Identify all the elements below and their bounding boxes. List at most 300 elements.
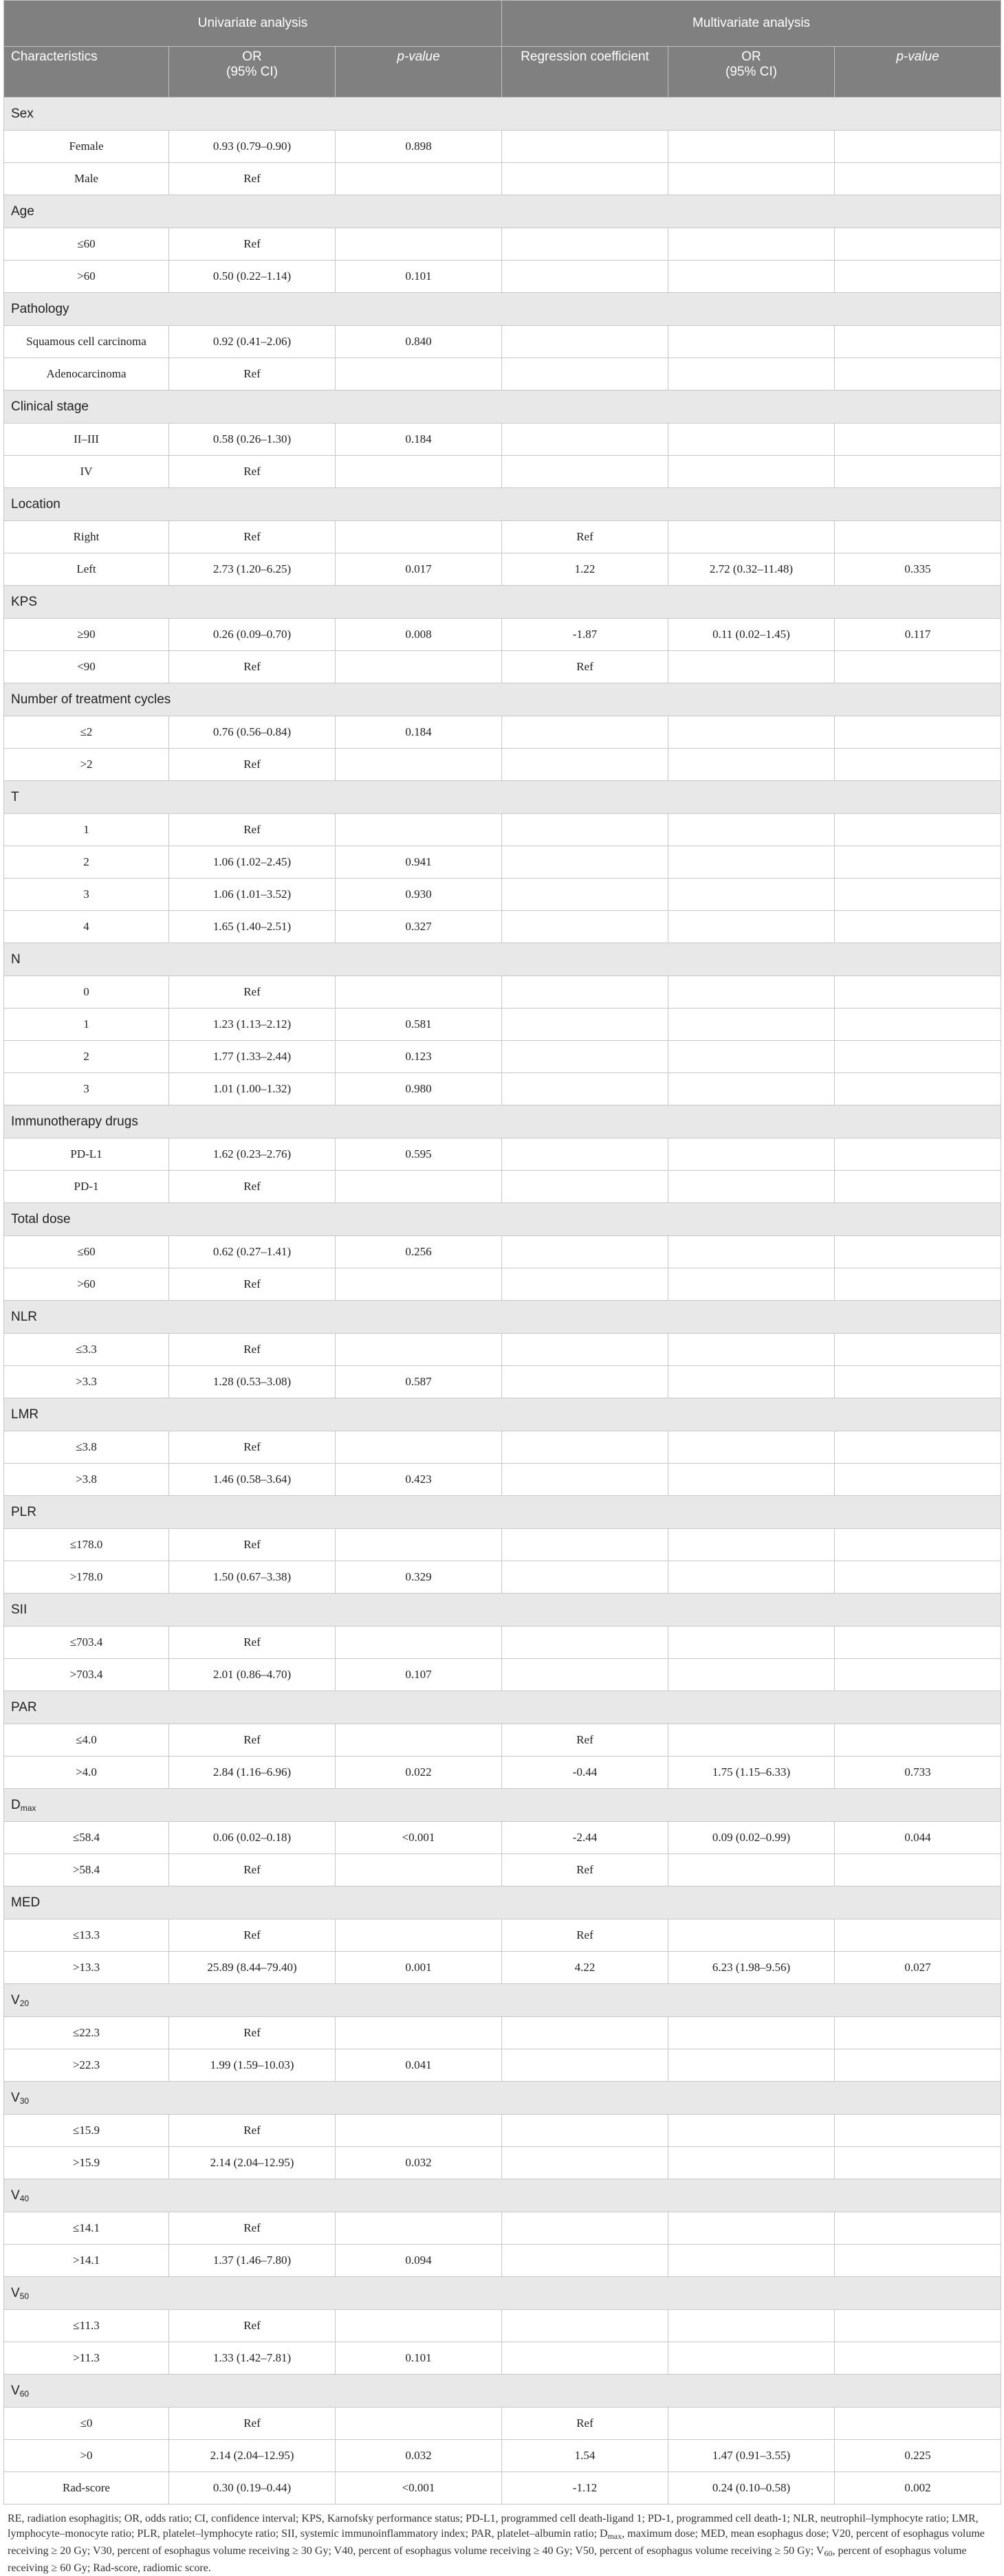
group-label: Total dose xyxy=(11,1211,71,1226)
multivariate-or-cell xyxy=(668,1561,835,1594)
multivariate-or-cell xyxy=(668,1919,835,1952)
or-cell: Ref xyxy=(169,2310,336,2342)
multivariate-or-cell: 1.47 (0.91–3.55) xyxy=(668,2440,835,2472)
row-label: 1 xyxy=(4,1009,169,1041)
coefficient-cell xyxy=(502,1561,668,1594)
table-row xyxy=(4,2147,1001,2179)
or-header xyxy=(169,47,336,98)
group-label: NLR xyxy=(11,1309,38,1324)
multivariate-or-cell xyxy=(668,2049,835,2082)
row-label: 2 xyxy=(4,1041,169,1073)
row-label: ≤14.1 xyxy=(4,2212,169,2245)
or-cell: 25.89 (8.44–79.40) xyxy=(169,1952,336,1984)
univariate-header: Univariate analysis xyxy=(4,1,502,47)
group-label-cell xyxy=(4,2179,1001,2212)
coefficient-cell: Ref xyxy=(502,1724,668,1757)
row-label: ≤15.9 xyxy=(4,2115,169,2147)
group-label: Pathology xyxy=(11,301,69,316)
multivariate-p-value-cell xyxy=(835,1334,1001,1366)
or-cell: Ref xyxy=(169,456,336,488)
table-row xyxy=(4,2245,1001,2277)
group-label-cell xyxy=(4,586,1001,619)
coefficient-cell xyxy=(502,261,668,293)
p-value-cell: 0.041 xyxy=(336,2049,502,2082)
row-label: >58.4 xyxy=(4,1854,169,1886)
table-row xyxy=(4,163,1001,195)
multivariate-or-header xyxy=(668,47,835,98)
multivariate-p-value-cell xyxy=(835,716,1001,749)
footnote-text-3: , percent of esophagus volume receiving ≥ 60 Gy; Rad-score, radiomic score. xyxy=(8,2545,967,2574)
group-label-cell xyxy=(4,781,1001,814)
row-label: >60 xyxy=(4,261,169,293)
p-value-cell: 0.898 xyxy=(336,131,502,163)
multivariate-p-value-cell: 0.027 xyxy=(835,1952,1001,1984)
multivariate-p-value-cell xyxy=(835,846,1001,879)
coefficient-cell xyxy=(502,2115,668,2147)
group-label-cell xyxy=(4,1301,1001,1334)
coefficient-cell: -2.44 xyxy=(502,1822,668,1854)
group-label-cell xyxy=(4,2375,1001,2408)
table-row xyxy=(4,358,1001,390)
coefficient-cell xyxy=(502,2310,668,2342)
table-row xyxy=(4,911,1001,943)
row-label: <90 xyxy=(4,651,169,683)
group-label: KPS xyxy=(11,594,38,609)
group-label-cell xyxy=(4,293,1001,326)
multivariate-p-value-cell xyxy=(835,651,1001,683)
multivariate-p-value-cell xyxy=(835,326,1001,358)
multivariate-p-value-cell xyxy=(835,1561,1001,1594)
multivariate-p-value-cell xyxy=(835,1854,1001,1886)
table-row xyxy=(4,1009,1001,1041)
p-value-cell: 0.941 xyxy=(336,846,502,879)
table-row xyxy=(4,521,1001,553)
p-value-cell xyxy=(336,163,502,195)
table-row xyxy=(4,619,1001,651)
group-row xyxy=(4,2375,1001,2408)
multivariate-or-cell xyxy=(668,716,835,749)
coefficient-cell xyxy=(502,1659,668,1691)
or-cell: Ref xyxy=(169,749,336,781)
multivariate-p-value-cell xyxy=(835,2212,1001,2245)
group-row xyxy=(4,1594,1001,1627)
or-cell: 0.93 (0.79–0.90) xyxy=(169,131,336,163)
table-row xyxy=(4,814,1001,846)
or-cell: 1.06 (1.02–2.45) xyxy=(169,846,336,879)
multivariate-or-cell xyxy=(668,423,835,456)
coefficient-cell xyxy=(502,1366,668,1398)
group-label-subscript: 50 xyxy=(19,2291,30,2301)
coefficient-cell xyxy=(502,1334,668,1366)
row-label: PD-1 xyxy=(4,1171,169,1203)
coefficient-cell: Ref xyxy=(502,1854,668,1886)
coefficient-cell xyxy=(502,2147,668,2179)
row-label: ≤13.3 xyxy=(4,1919,169,1952)
row-label: 3 xyxy=(4,1073,169,1105)
row-label: >11.3 xyxy=(4,2342,169,2375)
coefficient-cell: Ref xyxy=(502,651,668,683)
group-label: N xyxy=(11,951,21,967)
table-footnote xyxy=(3,2505,1001,2576)
multivariate-or-cell: 2.72 (0.32–11.48) xyxy=(668,553,835,586)
or-cell: Ref xyxy=(169,1854,336,1886)
multivariate-p-value-cell xyxy=(835,879,1001,911)
table-row xyxy=(4,1627,1001,1659)
p-value-cell: 0.101 xyxy=(336,2342,502,2375)
multivariate-p-value-cell xyxy=(835,228,1001,261)
table-row xyxy=(4,2342,1001,2375)
multivariate-or-cell xyxy=(668,456,835,488)
coefficient-cell xyxy=(502,1138,668,1171)
group-row xyxy=(4,488,1001,521)
p-value-cell xyxy=(336,1334,502,1366)
multivariate-or-cell xyxy=(668,1041,835,1073)
multivariate-or-header-line1: OR xyxy=(741,49,761,64)
group-label-cell xyxy=(4,1398,1001,1431)
or-cell: Ref xyxy=(169,1724,336,1757)
table-row xyxy=(4,1822,1001,1854)
group-label: V xyxy=(11,2285,20,2300)
multivariate-or-cell xyxy=(668,2408,835,2440)
multivariate-p-value-cell xyxy=(835,2147,1001,2179)
coefficient-cell: Ref xyxy=(502,1919,668,1952)
footnote-text-1: RE, radiation esophagitis; OR, odds ratio; CI, confidence interval; KPS, Karnofsky performance status; PD-L1, programmed cell death-ligand 1; PD-1, programmed cell death-1; NLR, neutrophil–lymphocyte ratio; LMR, lymphocyte–monocyte ratio; PLR, platelet–lymphocyte ratio; SII, systemic immunoinflammatory index; PAR, platelet–albumin ratio; D xyxy=(8,2513,979,2540)
table-body xyxy=(4,98,1001,2505)
group-label: Location xyxy=(11,496,61,511)
or-cell: 1.28 (0.53–3.08) xyxy=(169,1366,336,1398)
row-label: >15.9 xyxy=(4,2147,169,2179)
group-label: Number of treatment cycles xyxy=(11,692,171,707)
group-label-cell xyxy=(4,683,1001,716)
table-row xyxy=(4,1366,1001,1398)
multivariate-p-value-cell xyxy=(835,1009,1001,1041)
or-cell: 0.76 (0.56–0.84) xyxy=(169,716,336,749)
p-value-cell xyxy=(336,1919,502,1952)
multivariate-or-cell xyxy=(668,1464,835,1496)
multivariate-p-value-cell xyxy=(835,1627,1001,1659)
multivariate-or-cell xyxy=(668,879,835,911)
p-value-cell xyxy=(336,1529,502,1561)
table-row xyxy=(4,1171,1001,1203)
coefficient-cell xyxy=(502,1268,668,1301)
coefficient-cell xyxy=(502,2049,668,2082)
row-label: ≤22.3 xyxy=(4,2017,169,2049)
group-label-cell xyxy=(4,1203,1001,1236)
multivariate-or-cell xyxy=(668,1724,835,1757)
multivariate-or-cell xyxy=(668,1334,835,1366)
row-label: >703.4 xyxy=(4,1659,169,1691)
table-row xyxy=(4,2212,1001,2245)
coefficient-cell xyxy=(502,716,668,749)
coefficient-cell xyxy=(502,1236,668,1268)
or-cell: 2.84 (1.16–6.96) xyxy=(169,1757,336,1789)
footnote-text-2: , maximum dose; MED, mean esophagus dose; V20, percent of esophagus volume receiving ≥ 20 Gy; V30, percent of esophagus volume receiving ≥ 30 Gy; V40, percent of esophagus volume receiving ≥ 40 Gy; V50, percent of esophagus volume receiving ≥ 50 Gy; V xyxy=(8,2528,985,2557)
table-row xyxy=(4,1952,1001,1984)
multivariate-or-cell xyxy=(668,1073,835,1105)
or-cell: 0.50 (0.22–1.14) xyxy=(169,261,336,293)
table-row xyxy=(4,1724,1001,1757)
coefficient-cell xyxy=(502,1009,668,1041)
p-value-cell: 0.107 xyxy=(336,1659,502,1691)
multivariate-or-cell xyxy=(668,228,835,261)
group-row xyxy=(4,195,1001,228)
or-cell: Ref xyxy=(169,163,336,195)
row-label: ≤4.0 xyxy=(4,1724,169,1757)
or-header-line1: OR xyxy=(242,49,262,64)
characteristics-header: Characteristics xyxy=(4,47,169,98)
group-row xyxy=(4,683,1001,716)
table-row xyxy=(4,879,1001,911)
multivariate-p-value-cell xyxy=(835,521,1001,553)
group-row xyxy=(4,1496,1001,1529)
multivariate-or-cell xyxy=(668,326,835,358)
row-label: Left xyxy=(4,553,169,586)
group-label-cell xyxy=(4,1789,1001,1822)
group-row xyxy=(4,1398,1001,1431)
multivariate-or-cell xyxy=(668,163,835,195)
row-label: ≤60 xyxy=(4,228,169,261)
table-row xyxy=(4,1041,1001,1073)
multivariate-p-value-cell xyxy=(835,2115,1001,2147)
multivariate-p-value-header-text: p-value xyxy=(896,49,939,64)
p-value-cell: 0.587 xyxy=(336,1366,502,1398)
table-row xyxy=(4,1854,1001,1886)
coefficient-cell xyxy=(502,1171,668,1203)
p-value-cell xyxy=(336,1854,502,1886)
group-row xyxy=(4,390,1001,423)
coefficient-cell: -1.12 xyxy=(502,2472,668,2505)
group-label-cell xyxy=(4,1691,1001,1724)
group-label-cell xyxy=(4,195,1001,228)
coefficient-cell xyxy=(502,749,668,781)
or-cell: Ref xyxy=(169,1171,336,1203)
coefficient-cell: Ref xyxy=(502,2408,668,2440)
or-cell: 1.46 (0.58–3.64) xyxy=(169,1464,336,1496)
group-label-subscript: max xyxy=(20,1803,36,1813)
group-label: Immunotherapy drugs xyxy=(11,1114,138,1129)
coefficient-cell xyxy=(502,1464,668,1496)
multivariate-or-cell xyxy=(668,814,835,846)
coefficient-cell xyxy=(502,846,668,879)
p-value-cell xyxy=(336,1268,502,1301)
group-label-cell xyxy=(4,488,1001,521)
group-row xyxy=(4,2277,1001,2310)
multivariate-p-value-cell xyxy=(835,1041,1001,1073)
table-row xyxy=(4,1236,1001,1268)
coefficient-cell xyxy=(502,2245,668,2277)
row-label: 3 xyxy=(4,879,169,911)
or-cell: Ref xyxy=(169,1627,336,1659)
row-label: >4.0 xyxy=(4,1757,169,1789)
group-label-cell xyxy=(4,1496,1001,1529)
p-value-cell xyxy=(336,456,502,488)
coefficient-cell xyxy=(502,879,668,911)
coefficient-cell xyxy=(502,2212,668,2245)
multivariate-or-cell xyxy=(668,651,835,683)
multivariate-p-value-cell xyxy=(835,749,1001,781)
multivariate-p-value-cell xyxy=(835,2342,1001,2375)
group-label: V xyxy=(11,2090,20,2105)
row-label: ≤3.8 xyxy=(4,1431,169,1464)
group-row xyxy=(4,1301,1001,1334)
coefficient-cell xyxy=(502,358,668,390)
coefficient-cell xyxy=(502,1627,668,1659)
multivariate-p-value-cell xyxy=(835,1366,1001,1398)
row-label: ≤178.0 xyxy=(4,1529,169,1561)
p-value-cell: 0.327 xyxy=(336,911,502,943)
p-value-cell xyxy=(336,1171,502,1203)
multivariate-or-cell xyxy=(668,2147,835,2179)
coefficient-cell: 1.54 xyxy=(502,2440,668,2472)
or-cell: Ref xyxy=(169,976,336,1009)
multivariate-p-value-cell xyxy=(835,2245,1001,2277)
group-label-cell xyxy=(4,1105,1001,1138)
coefficient-cell: 4.22 xyxy=(502,1952,668,1984)
multivariate-p-value-cell xyxy=(835,814,1001,846)
or-cell: Ref xyxy=(169,814,336,846)
or-cell: Ref xyxy=(169,521,336,553)
multivariate-p-value-cell xyxy=(835,1138,1001,1171)
or-cell: 2.14 (2.04–12.95) xyxy=(169,2440,336,2472)
row-label: >13.3 xyxy=(4,1952,169,1984)
p-value-cell xyxy=(336,814,502,846)
row-label: ≤703.4 xyxy=(4,1627,169,1659)
p-value-cell xyxy=(336,976,502,1009)
row-label: >22.3 xyxy=(4,2049,169,2082)
group-row xyxy=(4,781,1001,814)
row-label: Squamous cell carcinoma xyxy=(4,326,169,358)
group-row xyxy=(4,293,1001,326)
table-row xyxy=(4,1464,1001,1496)
coefficient-cell: -0.44 xyxy=(502,1757,668,1789)
p-value-cell: 0.032 xyxy=(336,2440,502,2472)
multivariate-or-cell xyxy=(668,749,835,781)
multivariate-p-value-cell xyxy=(835,1529,1001,1561)
multivariate-p-value-cell xyxy=(835,456,1001,488)
group-row xyxy=(4,1886,1001,1919)
group-label: V xyxy=(11,2383,20,2398)
coefficient-cell xyxy=(502,1041,668,1073)
multivariate-p-value-cell xyxy=(835,1919,1001,1952)
p-value-cell: 0.840 xyxy=(336,326,502,358)
table-row xyxy=(4,1561,1001,1594)
coefficient-cell xyxy=(502,326,668,358)
row-label: Right xyxy=(4,521,169,553)
or-cell: Ref xyxy=(169,228,336,261)
group-row xyxy=(4,1789,1001,1822)
multivariate-or-cell xyxy=(668,1854,835,1886)
multivariate-or-cell xyxy=(668,2342,835,2375)
multivariate-or-cell xyxy=(668,1366,835,1398)
table-row xyxy=(4,1757,1001,1789)
multivariate-or-cell xyxy=(668,521,835,553)
table-row xyxy=(4,1073,1001,1105)
or-cell: 1.62 (0.23–2.76) xyxy=(169,1138,336,1171)
group-row xyxy=(4,98,1001,131)
row-label: >0 xyxy=(4,2440,169,2472)
multivariate-p-value-cell: 0.733 xyxy=(835,1757,1001,1789)
multivariate-or-cell xyxy=(668,2310,835,2342)
row-label: 1 xyxy=(4,814,169,846)
row-label: Female xyxy=(4,131,169,163)
or-cell: 2.01 (0.86–4.70) xyxy=(169,1659,336,1691)
p-value-cell xyxy=(336,2115,502,2147)
table-row-radscore xyxy=(4,2472,1001,2505)
table-row xyxy=(4,2440,1001,2472)
multivariate-or-header-line2: (95% CI) xyxy=(725,65,777,79)
table-row xyxy=(4,261,1001,293)
multivariate-p-value-cell xyxy=(835,1236,1001,1268)
p-value-cell xyxy=(336,1627,502,1659)
p-value-header-text: p-value xyxy=(397,49,440,64)
multivariate-or-cell xyxy=(668,2245,835,2277)
group-label-cell xyxy=(4,390,1001,423)
table-row xyxy=(4,456,1001,488)
or-cell: Ref xyxy=(169,1529,336,1561)
group-label-cell xyxy=(4,1984,1001,2017)
table-row xyxy=(4,1919,1001,1952)
table-row xyxy=(4,2310,1001,2342)
multivariate-or-cell xyxy=(668,1138,835,1171)
group-label: V xyxy=(11,1992,20,2007)
row-label: IV xyxy=(4,456,169,488)
group-row xyxy=(4,1105,1001,1138)
group-label: Age xyxy=(11,203,34,219)
p-value-cell xyxy=(336,651,502,683)
multivariate-or-cell xyxy=(668,1268,835,1301)
or-cell: Ref xyxy=(169,1268,336,1301)
coefficient-cell: 1.22 xyxy=(502,553,668,586)
p-value-cell: 0.123 xyxy=(336,1041,502,1073)
group-label: SII xyxy=(11,1602,28,1617)
p-value-cell xyxy=(336,2212,502,2245)
multivariate-p-value-cell xyxy=(835,423,1001,456)
or-cell: 1.06 (1.01–3.52) xyxy=(169,879,336,911)
p-value-cell: <0.001 xyxy=(336,1822,502,1854)
table-row xyxy=(4,716,1001,749)
coefficient-cell: Ref xyxy=(502,521,668,553)
coefficient-cell xyxy=(502,976,668,1009)
table-row xyxy=(4,553,1001,586)
p-value-cell: 0.581 xyxy=(336,1009,502,1041)
row-label: ≤58.4 xyxy=(4,1822,169,1854)
multivariate-p-value-cell xyxy=(835,1659,1001,1691)
table-row xyxy=(4,1659,1001,1691)
multivariate-or-cell xyxy=(668,1009,835,1041)
p-value-cell: 0.256 xyxy=(336,1236,502,1268)
p-value-cell: 0.017 xyxy=(336,553,502,586)
group-label: Sex xyxy=(11,106,34,121)
coefficient-cell xyxy=(502,131,668,163)
table-row xyxy=(4,228,1001,261)
row-label: ≤2 xyxy=(4,716,169,749)
multivariate-or-cell xyxy=(668,2115,835,2147)
or-cell: Ref xyxy=(169,358,336,390)
multivariate-p-value-cell xyxy=(835,1268,1001,1301)
coefficient-cell xyxy=(502,2017,668,2049)
p-value-cell xyxy=(336,521,502,553)
multivariate-or-cell xyxy=(668,2017,835,2049)
coefficient-cell xyxy=(502,814,668,846)
group-label-cell xyxy=(4,1886,1001,1919)
multivariate-or-cell xyxy=(668,131,835,163)
p-value-cell xyxy=(336,749,502,781)
multivariate-p-value-cell xyxy=(835,976,1001,1009)
p-value-cell xyxy=(336,2408,502,2440)
table-row xyxy=(4,976,1001,1009)
footnote-sub-60: 60 xyxy=(824,2549,833,2558)
group-label: D xyxy=(11,1797,21,1812)
